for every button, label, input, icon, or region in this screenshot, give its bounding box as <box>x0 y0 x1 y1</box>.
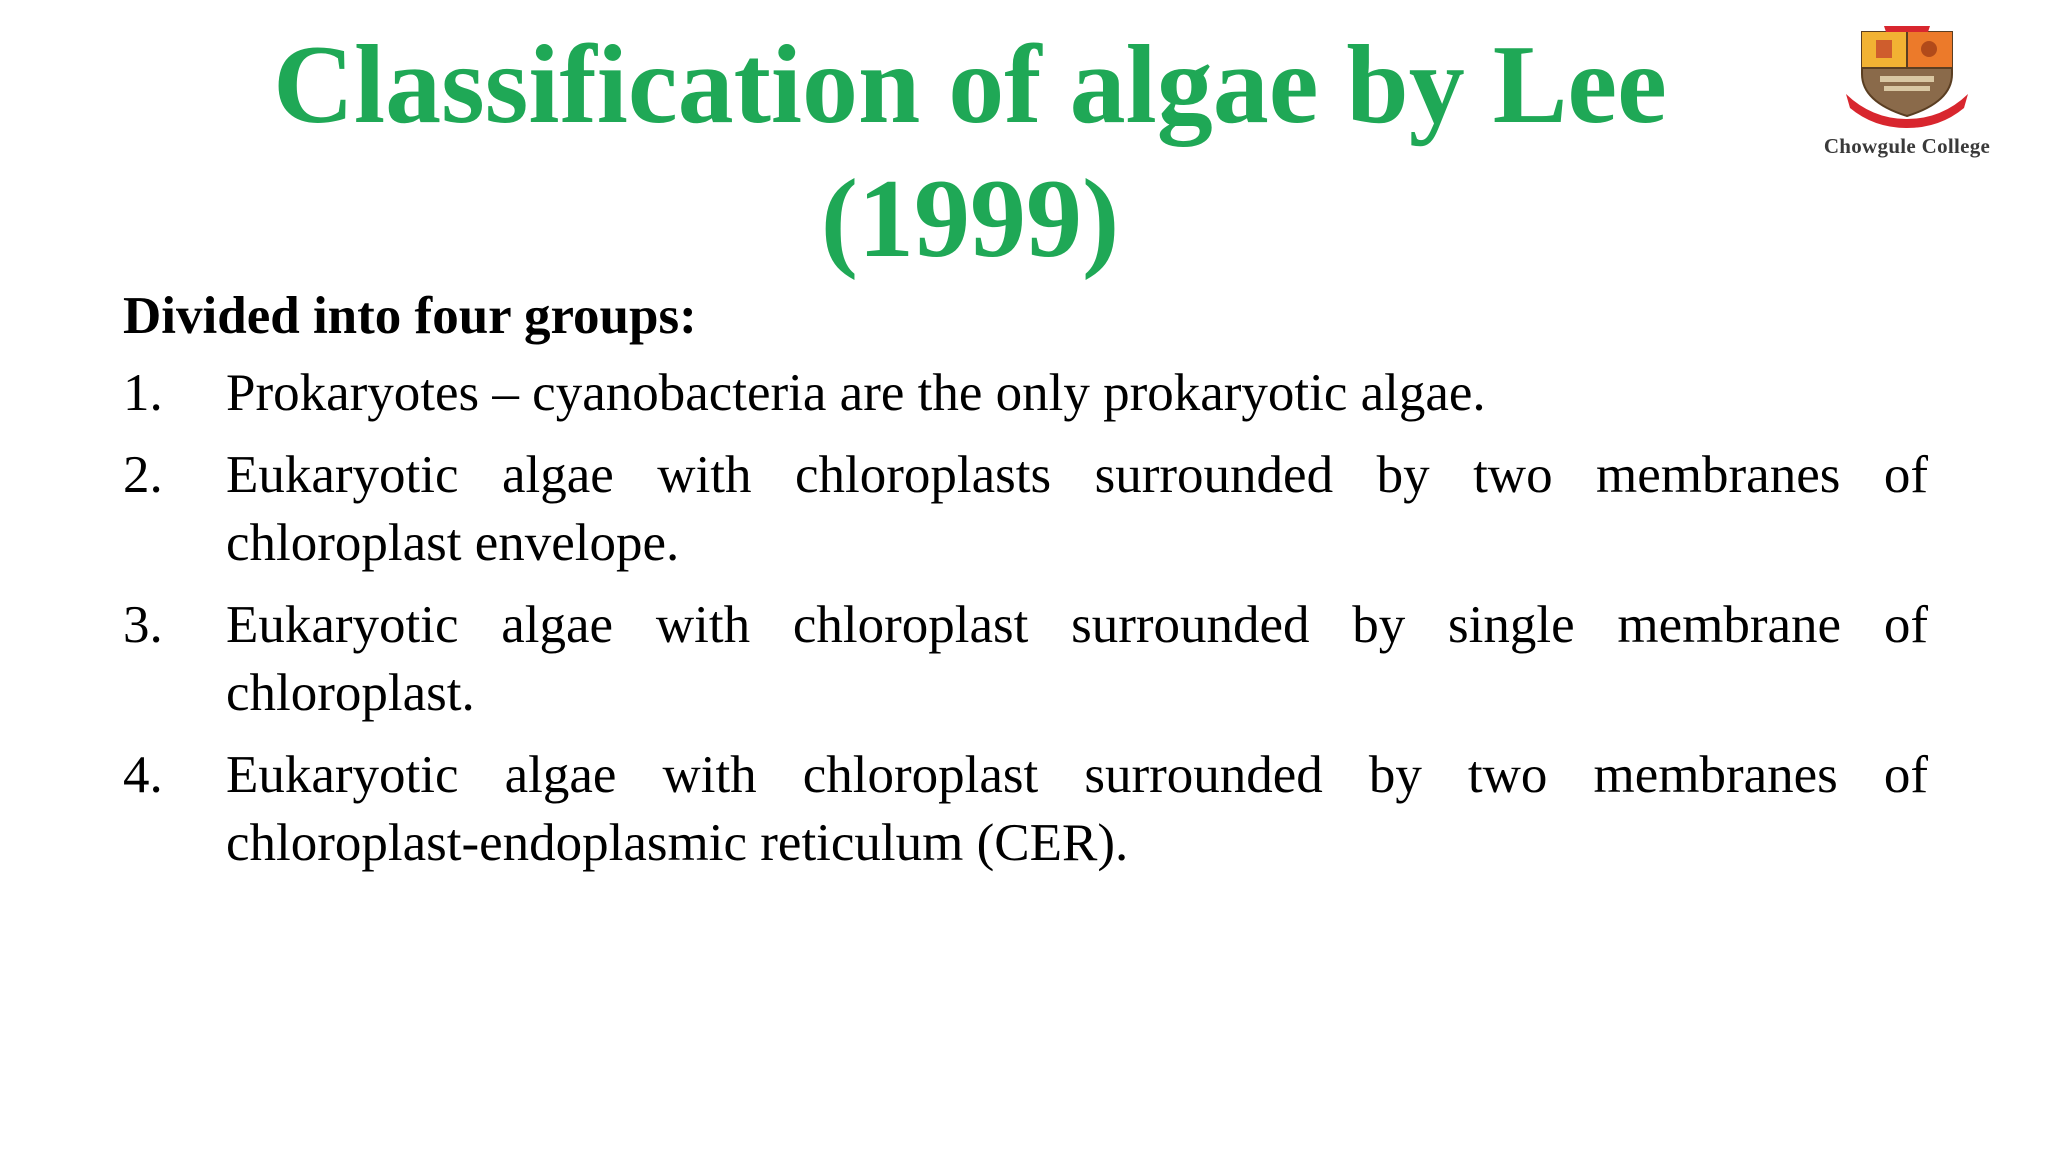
list-number: 1. <box>123 364 163 422</box>
list-text: Eukaryotic algae with chloroplast surrounded by two membranes of chloroplast-endoplasmic reticulum (CER). <box>226 746 1928 872</box>
list-item <box>123 441 1928 577</box>
title-line-1: Classification of algae by Lee <box>273 23 1667 147</box>
list-item <box>123 359 1928 427</box>
list-text: Eukaryotic algae with chloroplast surrounded by single membrane of chloroplast. <box>226 596 1928 722</box>
slide-body <box>123 283 1928 891</box>
list-text: Eukaryotic algae with chloroplasts surrounded by two membranes of chloroplast envelope. <box>226 446 1928 572</box>
title-line-2: (1999) <box>820 157 1120 281</box>
list-number: 4. <box>123 746 163 804</box>
college-crest-icon <box>1832 24 1982 129</box>
logo-caption: Chowgule College <box>1823 134 1991 158</box>
list-number: 2. <box>123 446 163 504</box>
list-item <box>123 591 1928 727</box>
intro-heading: Divided into four groups: <box>123 287 697 345</box>
slide-title <box>180 18 1760 286</box>
list-item <box>123 741 1928 877</box>
list-number: 3. <box>123 596 163 654</box>
list-text: Prokaryotes – cyanobacteria are the only prokaryotic algae. <box>226 364 1486 422</box>
college-logo <box>1792 24 2022 164</box>
